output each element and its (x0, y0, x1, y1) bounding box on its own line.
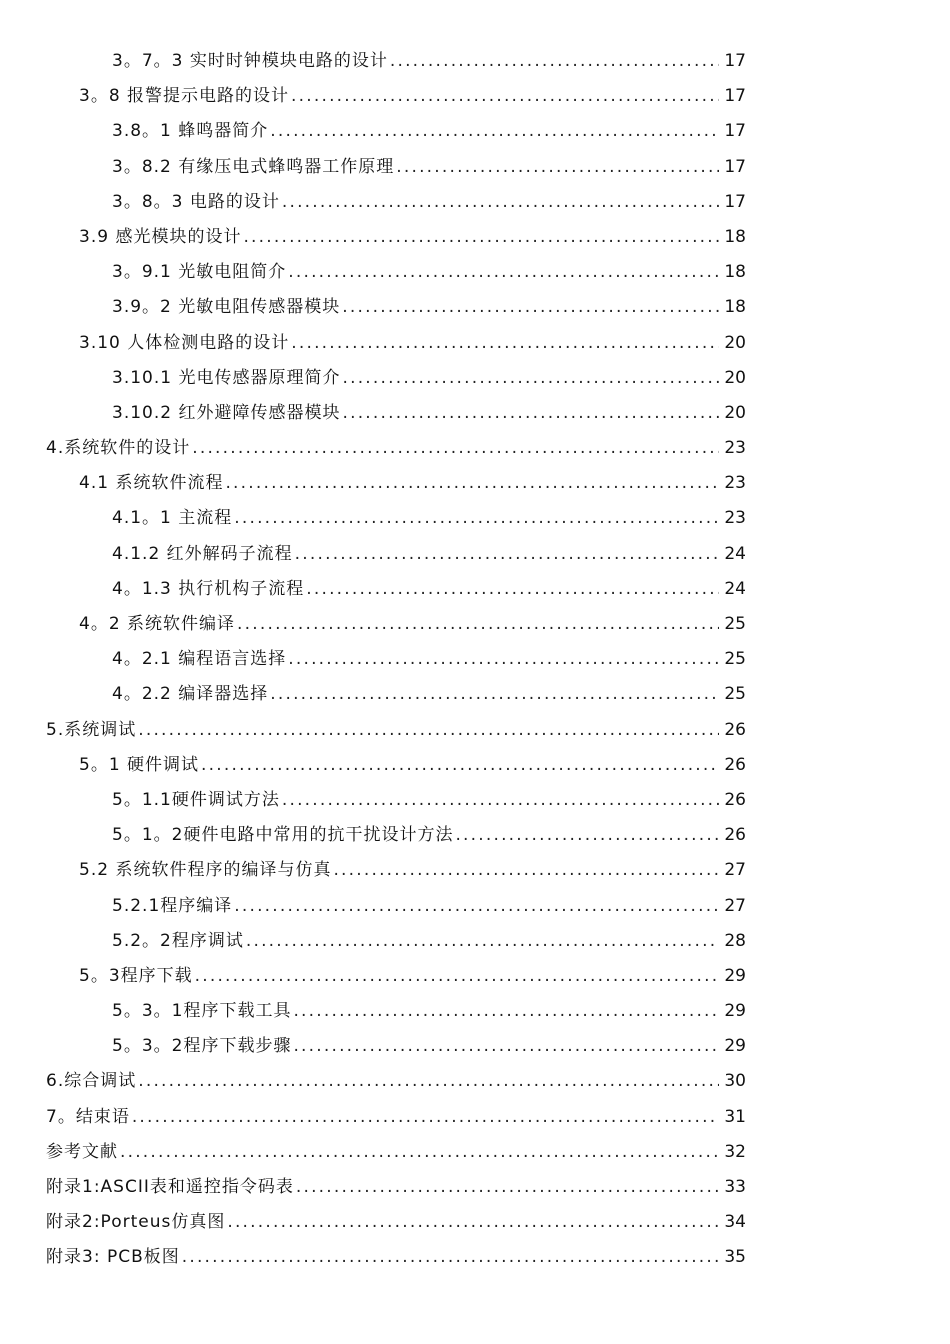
toc-page-number: 20 (724, 367, 746, 388)
toc-entry[interactable] (0, 255, 950, 290)
toc-page-number: 20 (724, 332, 746, 353)
toc-entry-title: 3。8。3 电路的设计 (112, 191, 280, 212)
toc-entry[interactable] (0, 959, 950, 994)
toc-page-number: 33 (724, 1177, 746, 1197)
toc-entry-title: 5.2。2程序调试 (112, 930, 244, 951)
toc-entry[interactable] (0, 1205, 950, 1240)
toc-entry[interactable] (0, 44, 950, 79)
toc-dot-leader (243, 220, 719, 255)
toc-dot-leader (288, 642, 719, 677)
toc-page-number: 18 (724, 297, 746, 318)
toc-page-number: 32 (724, 1141, 746, 1162)
toc-page-number: 28 (724, 930, 746, 951)
toc-page-number: 17 (724, 121, 746, 142)
toc-dot-leader (282, 783, 719, 818)
toc-entry-title: 7。结束语 (46, 1106, 130, 1127)
toc-page-number: 29 (724, 965, 746, 986)
toc-entry-title: 4。2.2 编译器选择 (112, 684, 269, 705)
toc-entry-title: 5。3。2程序下载步骤 (112, 1036, 292, 1057)
toc-entry-title: 5。3。1程序下载工具 (112, 1001, 292, 1022)
toc-entry[interactable] (0, 818, 950, 853)
table-of-contents (0, 44, 950, 1276)
toc-page-number: 26 (724, 789, 746, 810)
toc-entry[interactable] (0, 677, 950, 712)
toc-dot-leader (291, 79, 719, 114)
toc-entry-title: 3。8 报警提示电路的设计 (79, 86, 290, 107)
toc-dot-leader (396, 150, 719, 185)
toc-dot-leader (234, 889, 719, 924)
toc-entry[interactable] (0, 713, 950, 748)
toc-entry[interactable] (0, 994, 950, 1029)
toc-page-number: 17 (724, 86, 746, 107)
toc-dot-leader (306, 572, 719, 607)
toc-entry[interactable] (0, 783, 950, 818)
toc-dot-leader (333, 853, 719, 888)
toc-page-number: 24 (724, 578, 746, 599)
toc-entry[interactable] (0, 889, 950, 924)
toc-entry-title: 5。1 硬件调试 (79, 754, 200, 775)
toc-dot-leader (342, 361, 719, 396)
toc-page-number: 18 (724, 262, 746, 283)
toc-entry-title: 5.2.1程序编译 (112, 895, 233, 916)
toc-entry-title: 3.10 人体检测电路的设计 (79, 332, 290, 353)
toc-entry-title: 4.1.2 红外解码子流程 (112, 543, 293, 564)
toc-dot-leader (291, 326, 719, 361)
toc-entry-title: 4.系统软件的设计 (46, 438, 191, 459)
toc-dot-leader (192, 431, 719, 466)
toc-entry[interactable] (0, 466, 950, 501)
toc-entry-title: 5.2 系统软件程序的编译与仿真 (79, 860, 332, 881)
toc-entry-title: 5.系统调试 (46, 719, 137, 740)
toc-entry-title: 3。7。3 实时时钟模块电路的设计 (112, 51, 388, 71)
toc-entry[interactable] (0, 1064, 950, 1099)
toc-entry-title: 3.10.2 红外避障传感器模块 (112, 402, 341, 423)
toc-page-number: 31 (724, 1106, 746, 1127)
toc-entry[interactable] (0, 924, 950, 959)
toc-page-number: 25 (724, 649, 746, 670)
toc-entry-title: 4.1。1 主流程 (112, 508, 233, 529)
toc-entry-title: 5。1.1硬件调试方法 (112, 789, 280, 810)
toc-page-number: 26 (724, 825, 746, 846)
toc-entry-title: 4。2 系统软件编译 (79, 614, 236, 634)
toc-dot-leader (182, 1240, 719, 1275)
toc-entry-title: 附录3: PCB板图 (46, 1247, 180, 1268)
toc-dot-leader (270, 114, 719, 149)
toc-dot-leader (201, 748, 719, 783)
toc-page-number: 29 (724, 1001, 746, 1022)
toc-dot-leader (455, 818, 719, 853)
toc-dot-leader (293, 1029, 719, 1064)
toc-dot-leader (246, 924, 719, 959)
toc-entry[interactable] (0, 853, 950, 888)
toc-entry[interactable] (0, 396, 950, 431)
toc-page-number: 17 (724, 191, 746, 212)
toc-dot-leader (270, 677, 719, 712)
toc-entry-title: 4.1 系统软件流程 (79, 473, 224, 494)
toc-entry-title: 5。1。2硬件电路中常用的抗干扰设计方法 (112, 825, 454, 846)
toc-page-number: 23 (724, 508, 746, 529)
toc-entry[interactable] (0, 290, 950, 325)
toc-entry[interactable] (0, 220, 950, 255)
toc-dot-leader (295, 537, 719, 572)
toc-dot-leader (132, 1100, 719, 1135)
toc-dot-leader (342, 396, 719, 431)
toc-dot-leader (225, 466, 719, 501)
toc-page-number: 23 (724, 438, 746, 459)
toc-dot-leader (237, 607, 719, 642)
toc-dot-leader (227, 1205, 719, 1240)
toc-entry[interactable] (0, 431, 950, 466)
toc-entry-title: 4。1.3 执行机构子流程 (112, 578, 305, 599)
toc-dot-leader (138, 713, 719, 748)
toc-page-number: 34 (724, 1212, 746, 1233)
toc-entry[interactable] (0, 326, 950, 361)
toc-page-number: 17 (724, 51, 746, 71)
toc-entry[interactable] (0, 642, 950, 677)
toc-page-number: 25 (724, 614, 746, 634)
toc-entry[interactable] (0, 150, 950, 185)
toc-page-number: 27 (724, 860, 746, 881)
toc-entry[interactable] (0, 501, 950, 536)
toc-page-number: 24 (724, 543, 746, 564)
toc-entry-title: 4。2.1 编程语言选择 (112, 649, 287, 670)
toc-dot-leader (282, 185, 719, 220)
toc-entry[interactable] (0, 537, 950, 572)
toc-page-number: 26 (724, 719, 746, 740)
toc-dot-leader (234, 501, 719, 536)
toc-dot-leader (293, 994, 719, 1029)
toc-entry[interactable] (0, 361, 950, 396)
toc-page-number: 18 (724, 226, 746, 247)
toc-entry-title: 5。3程序下载 (79, 965, 193, 986)
toc-dot-leader (120, 1135, 719, 1170)
toc-entry-title: 3.10.1 光电传感器原理简介 (112, 367, 341, 388)
toc-page-number: 25 (724, 684, 746, 705)
toc-page-number: 20 (724, 402, 746, 423)
toc-entry[interactable] (0, 1029, 950, 1064)
toc-entry-title: 3.9 感光模块的设计 (79, 226, 242, 247)
toc-entry[interactable] (0, 607, 950, 642)
toc-entry-title: 3.9。2 光敏电阻传感器模块 (112, 297, 341, 318)
toc-entry[interactable] (0, 114, 950, 149)
toc-entry[interactable] (0, 185, 950, 220)
toc-page-number: 26 (724, 754, 746, 775)
toc-page-number: 30 (724, 1071, 746, 1092)
toc-dot-leader (195, 959, 719, 994)
toc-entry-title: 参考文献 (46, 1141, 118, 1162)
toc-entry-title: 3.8。1 蜂鸣器简介 (112, 121, 269, 142)
toc-dot-leader (138, 1064, 719, 1099)
toc-entry-title: 附录2:Porteus仿真图 (46, 1212, 226, 1233)
toc-dot-leader (390, 44, 719, 79)
toc-entry[interactable] (0, 79, 950, 114)
toc-entry-title: 附录1:ASCII表和遥控指令码表 (46, 1177, 294, 1197)
toc-entry-title: 3。8.2 有缘压电式蜂鸣器工作原理 (112, 156, 395, 177)
toc-entry[interactable] (0, 1100, 950, 1135)
toc-entry[interactable] (0, 572, 950, 607)
toc-entry[interactable] (0, 1135, 950, 1170)
toc-page-number: 29 (724, 1036, 746, 1057)
toc-dot-leader (296, 1170, 719, 1205)
toc-page-number: 23 (724, 473, 746, 494)
toc-page-number: 35 (724, 1247, 746, 1268)
toc-dot-leader (342, 290, 719, 325)
toc-entry[interactable] (0, 748, 950, 783)
toc-entry-title: 6.综合调试 (46, 1071, 137, 1092)
toc-entry[interactable] (0, 1170, 950, 1205)
toc-entry-title: 3。9.1 光敏电阻简介 (112, 262, 287, 283)
toc-dot-leader (288, 255, 719, 290)
toc-page-number: 17 (724, 156, 746, 177)
toc-entry[interactable] (0, 1240, 950, 1275)
toc-page-number: 27 (724, 895, 746, 916)
